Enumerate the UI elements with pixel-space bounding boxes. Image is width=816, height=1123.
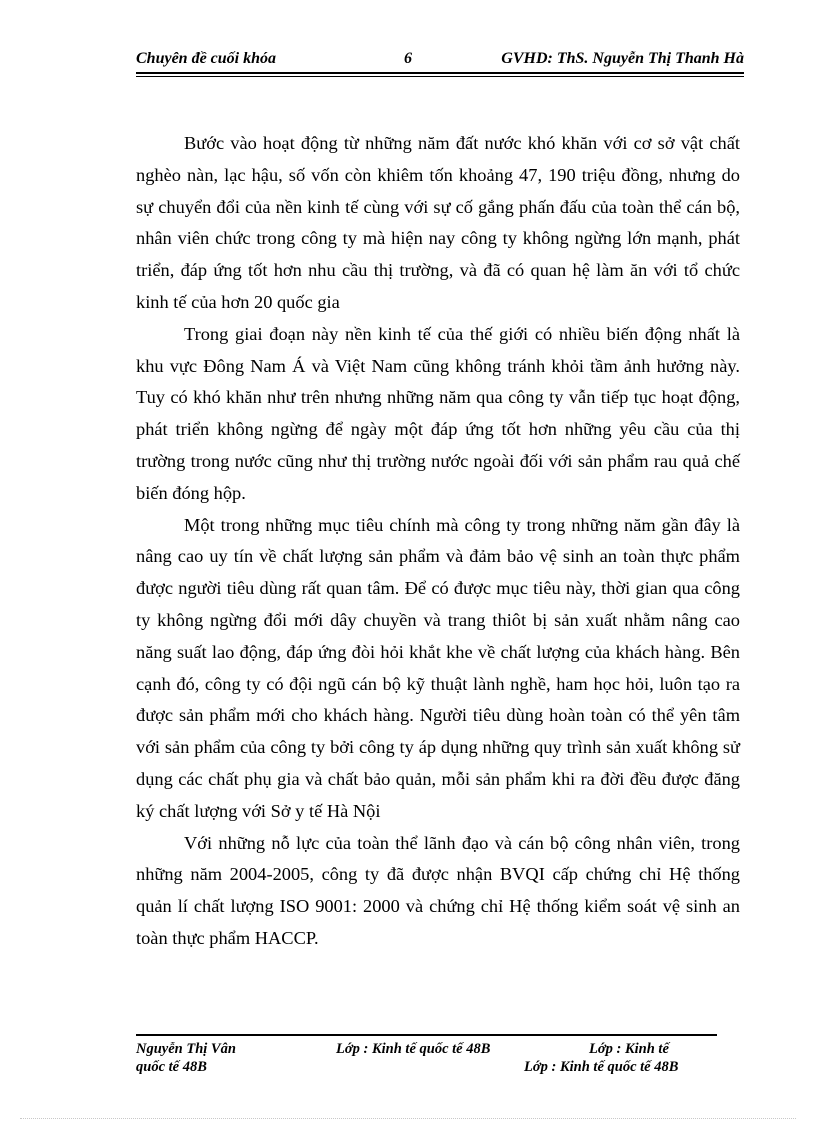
page-header [136, 46, 744, 70]
footer-divider [136, 1034, 717, 1036]
page-edge [20, 1118, 796, 1119]
footer-class: Lớp : Kinh tế quốc tế 48B [336, 1041, 491, 1057]
footer-class-repeat: Lớp : Kinh tế [589, 1041, 669, 1057]
footer-author-name: Nguyễn Thị Vân [136, 1041, 236, 1057]
body-paragraph: Trong giai đoạn này nền kinh tế của thế giới có nhiều biến động nhất là khu vực Đông Nam Á và Việt Nam cũng không tránh khỏi tầm ảnh hưởng này. Tuy có khó khăn như trên nhưng những năm qua công ty vẫn tiếp tục hoạt động, phát triển không ngừng để ngày một đáp ứng tốt hơn những yêu cầu của thị trường trong nước cũng như thị trường nước ngoài đối với sản phẩm rau quả chế biến đóng hộp. [136, 323, 740, 503]
page-footer [136, 1040, 717, 1080]
body-paragraph: Một trong những mục tiêu chính mà công ty trong những năm gần đây là nâng cao uy tín về chất lượng sản phẩm và đảm bảo vệ sinh an toàn thực phẩm được người tiêu dùng rất quan tâm. Để có được mục tiêu này, thời gian qua công ty không ngừng đổi mới dây chuyền và trang thiôt bị sản xuất nhằm nâng cao năng suất lao động, đáp ứng đòi hỏi khắt khe về chất lượng của khách hàng. Bên cạnh đó, công ty có đội ngũ cán bộ kỹ thuật lành nghề, ham học hỏi, luôn tạo ra được sản phẩm mới cho khách hàng. Người tiêu dùng hoàn toàn có thể yên tâm với sản phẩm của công ty bởi công ty áp dụng những quy trình sản xuất không sử dụng các chất phụ gia và chất bảo quản, mỗi sản phẩm khi ra đời đều được đăng ký chất lượng với Sở y tế Hà Nội [136, 514, 740, 821]
header-page-number: 6 [404, 50, 412, 67]
header-divider [136, 72, 744, 77]
document-body [136, 128, 740, 955]
footer-author-name-continued: quốc tế 48B [136, 1059, 207, 1075]
body-paragraph: Với những nỗ lực của toàn thể lãnh đạo và cán bộ công nhân viên, trong những năm 2004-2005, công ty đã được nhận BVQI cấp chứng chỉ Hệ thống quản lí chất lượng ISO 9001: 2000 và chứng chỉ Hệ thống kiểm soát vệ sinh an toàn thực phẩm HACCP. [136, 832, 740, 948]
body-paragraph: Bước vào hoạt động từ những năm đất nước khó khăn với cơ sở vật chất nghèo nàn, lạc hậu, số vốn còn khiêm tốn khoảng 47, 190 triệu đồng, nhưng do sự chuyển đổi của nền kinh tế cùng với sự cố gắng phấn đấu của toàn thể cán bộ, nhân viên chức trong công ty mà hiện nay công ty không ngừng lớn mạnh, phát triển, đáp ứng tốt hơn nhu cầu thị trường, và đã có quan hệ làm ăn với tổ chức kinh tế của hơn 20 quốc gia [136, 133, 740, 312]
header-supervisor: GVHD: ThS. Nguyễn Thị Thanh Hà [501, 50, 744, 67]
header-document-title: Chuyên đề cuối khóa [136, 50, 277, 67]
footer-class-repeat-continued: Lớp : Kinh tế quốc tế 48B [524, 1059, 679, 1075]
